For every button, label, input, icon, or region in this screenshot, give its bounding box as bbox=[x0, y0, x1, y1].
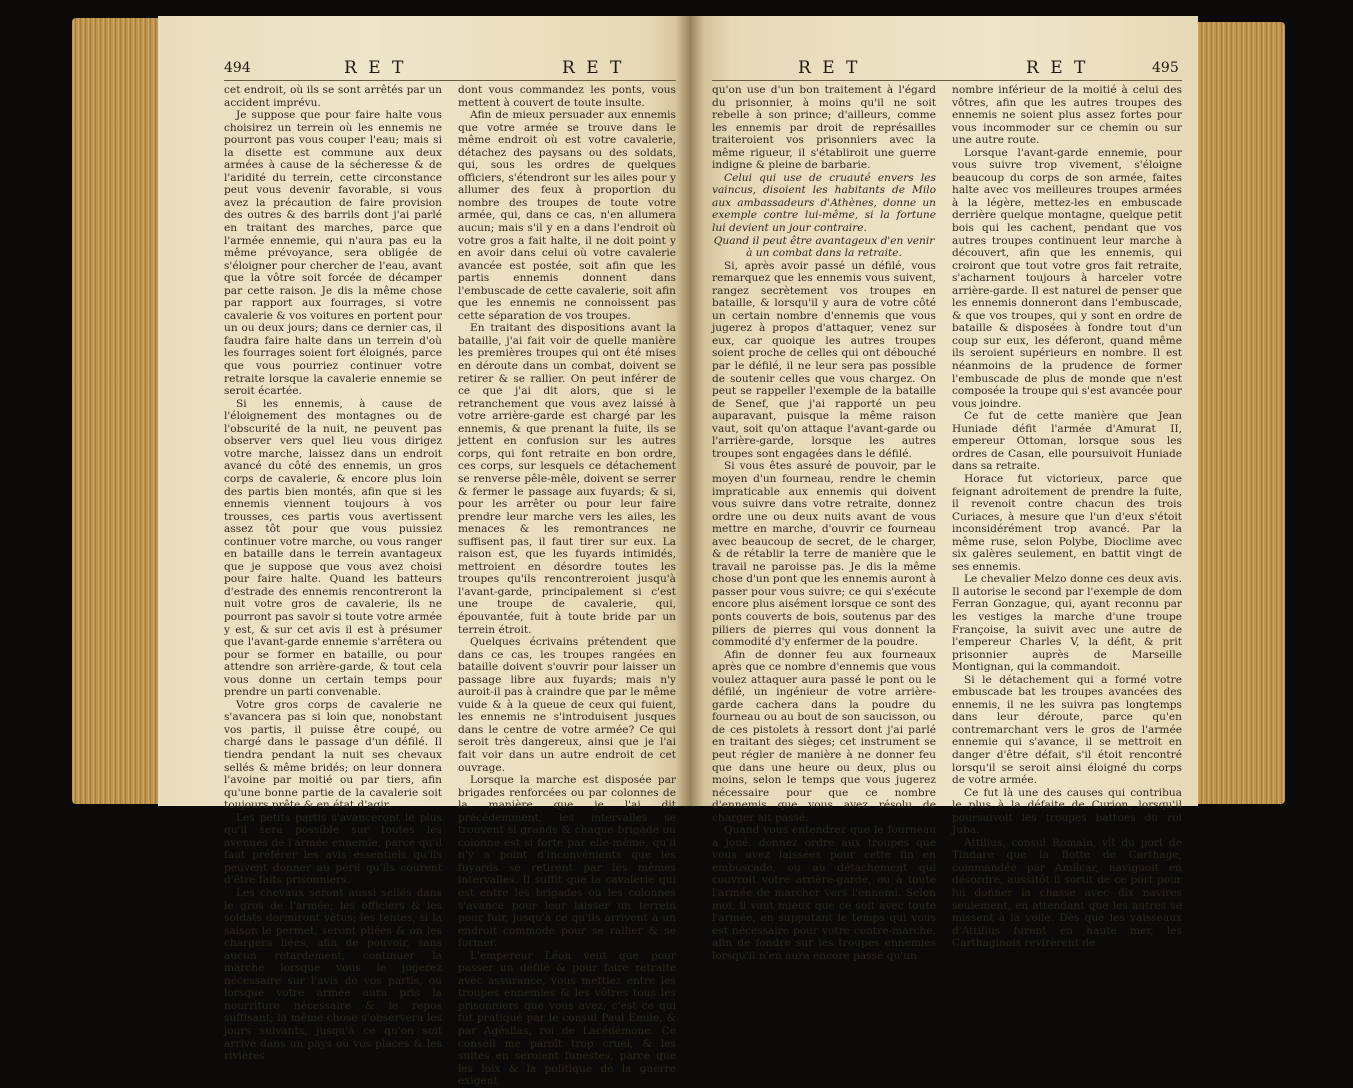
paragraph: cet endroit, où ils se sont arrêtés par un accident imprévu. bbox=[224, 84, 442, 109]
paragraph: Si vous êtes assuré de pouvoir, par le moyen d'un fourneau, rendre le chemin impraticable aux ennemis qui doivent vous suivre dans votre retraite, donnez ordre une ou deux nuits avant de vous mettre en marche, d'ouvrir ce fourneau avec beaucoup de secret, de le charger, & de rétablir la terre de manière que le travail ne paroisse pas. Je dis la même chose d'un pont que les ennemis auront à passer pour vous suivre; ce qui s'exécute encore plus aisément lorsque ce sont des ponts couverts de bois, soutenus par des piliers de pierres qui vous donnent la commodité d'y enfermer de la poudre. bbox=[712, 460, 936, 649]
right-running-head-col2: R E T bbox=[1026, 58, 1089, 78]
left-column-2 bbox=[458, 84, 676, 1088]
paragraph: Lorsque la marche est disposée par brigades renforcées ou par colonnes de la manière que je l'ai dit précédemment, les intervalles se trouvent si grands & chaque brigade ou colonne est si forte par elle-même, qu'il n'y a point d'inconvénients que les fuyards se retirent par les mêmes intervalles. Il suffit que la cavalerie qui est entre les brigades ou les colonnes s'avance pour leur laisser un terrein pour fuir, jusqu'à ce qu'ils arrivent à un endroit commode pour se rallier & se former. bbox=[458, 774, 676, 950]
paragraph: Afin de mieux persuader aux ennemis que votre armée se trouve dans le même endroit où est votre cavalerie, détachez des paysans ou des soldats, qui, sous les ordres de quelques officiers, s'étendront sur les ailes pour y allumer des feux à proportion du nombre des troupes de toute votre armée, qui, dans ce cas, n'en allumera aucun; mais s'il y en a dans l'endroit où votre gros a fait halte, il ne doit point y en avoir dans celui où votre cavalerie avancée est postée, soit afin que les partis ennemis donnent dans l'embuscade de cette cavalerie, soit afin que les ennemis ne connoissent pas cette séparation de vos troupes. bbox=[458, 109, 676, 322]
left-running-head: R E T bbox=[344, 58, 407, 78]
right-head-rule bbox=[712, 80, 1182, 81]
paragraph: Les petits partis s'avanceront le plus qu'il sera possible sur toutes les avenues de l'armée ennemie, parce qu'il faut préférer les avis essentiels qu'ils peuvent donner au péril qu'ils courent d'être faits prisonniers. bbox=[224, 811, 442, 887]
right-running-head: R E T bbox=[798, 58, 861, 78]
book-gutter bbox=[676, 16, 704, 806]
paragraph: qu'on use d'un bon traitement à l'égard du prisonnier, à moins qu'il ne soit rebelle à son prince; d'ailleurs, comme les ennemis par droit de représailles traiteroient vos prisonniers avec la même rigueur, il s'établiroit une guerre indigne & pleine de barbarie. bbox=[712, 84, 936, 172]
italic-quotation: Celui qui use de cruauté envers les vaincus, disoient les habitants de Milo aux ambassadeurs d'Athènes, donne un exemple contre lui-même, si la fortune lui devient un jour contraire. bbox=[712, 171, 936, 235]
paragraph: Si les ennemis, à cause de l'éloignement des montagnes ou de l'obscurité de la nuit, ne peuvent pas observer vers quel lieu vous dirigez votre marche, laissez dans un endroit avancé du côté des ennemis, un gros corps de cavalerie, & encore plus loin des partis bien montés, afin que si les ennemis viennent toujours à vos trousses, ces partis vous avertissent assez tôt pour que vous puissiez continuer votre marche, ou vous ranger en bataille dans le terrein avantageux que je suppose que vous avez choisi pour faire halte. Quand les batteurs d'estrade des ennemis rencontreront la nuit votre gros de cavalerie, ils ne pourront pas savoir si toute votre armée y est, & sur cet avis il est à présumer que l'avant-garde ennemie s'arrêtera ou pour se former en bataille, ou pour attendre son arrière-garde, & tout cela vous donne un certain temps pour prendre un parti convenable. bbox=[224, 397, 442, 699]
paragraph: Le chevalier Melzo donne ces deux avis. Il autorise le second par l'exemple de dom Ferran Gonzague, qui, ayant reconnu par les vestiges la marche d'une troupe Françoise, la suivit avec une autre de l'empereur Charles V, la défit, & prit prisonnier auprès de Marseille Montignan, qui la commandoit. bbox=[952, 573, 1182, 674]
paragraph: Attilius, consul Romain, vit du port de Tindare que la flotte de Carthage, commandée par Amilcar, naviguoit en désordre, aussitôt il sortit de ce port pour lui donner la chasse avec dix navires seulement, en attendant que les autres se missent à la voile. Dès que les vaisseaux d'Attilius furent en haute mer, les Carthaginois revirèrent de bbox=[952, 836, 1182, 950]
left-page-edges bbox=[72, 18, 160, 804]
section-heading: Quand il peut être avantageux d'en venir à un combat dans la retraite. bbox=[713, 234, 935, 260]
paragraph: En traitant des dispositions avant la bataille, j'ai fait voir de quelle manière les premières troupes qui ont été mises en déroute dans un combat, doivent se retirer & se rallier. On peut inférer de ce que j'ai dit alors, que si le retranchement que vous avez laissé à votre arrière-garde est chargé par les ennemis, & que prenant la fuite, ils se jettent en confusion sur les autres corps, qui font retraite en bon ordre, ces corps, sur lesquels ce détachement se renverse pêle-mêle, doivent se serrer & fermer le passage aux fuyards; & si, pour les arrêter ou pour leur faire prendre leur marche vers les ailes, les menaces & les remontrances ne suffisent pas, il faut tirer sur eux. La raison est, que les fuyards intimidés, mettroient en désordre toutes les troupes qu'ils rencontreroient jusqu'à l'avant-garde, principalement si c'est une troupe de cavalerie, qui, épouvantée, fuit à toute bride par un terrein étroit. bbox=[458, 322, 676, 636]
paragraph: Horace fut victorieux, parce que feignant adroitement de prendre la fuite, il revenoit contre chacun des trois Curiaces, à mesure que l'un d'eux s'étoit inconsidérément trop avancé. Par la même ruse, selon Polybe, Dioclime avec six galères seulement, en battit vingt de ses ennemis. bbox=[952, 472, 1182, 573]
paragraph: Je suppose que pour faire halte vous choisirez un terrein où les ennemis ne pourront pas vous couper l'eau; mais si la disette est commune aux deux armées à cause de la sécheresse & de l'aridité du terrein, cette circonstance peut vous devenir favorable, si vous avez la précaution de faire provision des outres & des barrils dont j'ai parlé en traitant des marches, parce que l'armée ennemie, qui n'aura pas eu la même prévoyance, sera obligée de s'éloigner pour chercher de l'eau, avant que la vôtre soit forcée de décamper par cette raison. Je dis la même chose par rapport aux fourrages, si votre cavalerie & vos voitures en portent pour un ou deux jours; dans ce dernier cas, il faudra faire halte dans un terrein d'où les fourrages soient fort éloignés, parce que vous pourriez continuer votre retraite lorsque la cavalerie ennemie se seroit écartée. bbox=[224, 109, 442, 398]
paragraph: Quand vous entendrez que le fourneau a joué, donnez ordre aux troupes que vous avez laissées pour cette fin en embuscade, ou au détachement qui couvroit votre arrière-garde, ou à toute l'armée de marcher vers l'ennemi. Selon moi, il vaut mieux que ce soit avec toute l'armée, en supputant le temps qui vous est nécessaire pour votre contre-marche, afin de fondre sur les troupes ennemies lorsqu'il n'en aura encore passé qu'un bbox=[712, 824, 936, 962]
left-page-number: 494 bbox=[224, 60, 251, 76]
right-column-1 bbox=[712, 84, 936, 962]
paragraph: dont vous commandez les ponts, vous mettent à couvert de toute insulte. bbox=[458, 84, 676, 109]
paragraph: Les chevaux seront aussi sellés dans le gros de l'armée; les officiers & les soldats dormiront vêtus; les tentes, si la saison le permet, seront pliées & on les chargera liées, afin de pouvoir, sans aucun retardement, continuer la marche lorsque vous le jugerez nécessaire sur l'avis de vos partis, ou lorsque votre armée aura pris la nourriture nécessaire & le repos suffisant; la même chose s'observera les jours suivants, jusqu'à ce qu'on soit arrivé dans un pays où vos places & les rivières bbox=[224, 887, 442, 1063]
paragraph: Ce fut de cette manière que Jean Huniade défit l'armée d'Amurat II, empereur Ottoman, lorsque sous les ordres de Casan, elle poursuivoit Huniade dans sa retraite. bbox=[952, 410, 1182, 473]
paragraph: Si le détachement qui a formé votre embuscade bat les troupes avancées des ennemis, il ne les suivra pas longtemps dans leur déroute, parce qu'en contremarchant vers le gros de l'armée ennemie qui s'avance, il se mettroit en danger d'être défait, s'il étoit rencontré lorsqu'il se seroit ainsi éloigné du corps de votre armée. bbox=[952, 673, 1182, 787]
paragraph: Si, après avoir passé un défilé, vous remarquez que les ennemis vous suivent, rangez secrètement vos troupes en bataille, & lorsqu'il y aura de votre côté un certain nombre d'ennemis que vous jugerez à propos d'attaquer, venez sur eux, car quoique les autres troupes soient proche de celles qui ont débouché par le défilé, il ne leur sera pas possible de soutenir celles que vous chargez. On peut se rappeller l'exemple de la bataille de Senef, que j'ai rapporté un peu auparavant, puisque la même raison vaut, soit qu'on attaque l'avant-garde ou l'arrière-garde, lorsque les autres troupes sont engagées dans le défilé. bbox=[712, 259, 936, 460]
left-page bbox=[158, 16, 690, 1088]
paragraph: L'empereur Léon veut que pour passer un défilé & pour faire retraite avec assurance, vous mettiez entre les troupes ennemies & les vôtres tous les prisonniers que vous avez; c'est ce qui fut pratiqué par le consul Paul Emile, & par Agésilas, roi de Lacédémone. Ce conseil me paroît trop cruel, & les suites en seroient funestes, parce que les loix & la politique de la guerre exigent bbox=[458, 949, 676, 1088]
left-head-rule bbox=[224, 80, 676, 81]
paragraph: Ce fut là une des causes qui contribua le plus à la défaite de Curion, lorsqu'il poursuivoit les troupes battues du roi Juba. bbox=[952, 786, 1182, 837]
paragraph: Afin de donner feu aux fourneaux après que ce nombre d'ennemis que vous voulez attaquer aura passé le pont ou le défilé, un ingénieur de votre arrière-garde cachera dans la poudre du fourneau ou au bout de son saucisson, ou de ces pistolets à ressort dont j'ai parlé en traitant des sièges; cet instrument se peut régler de manière à ne donner feu que dans une heure ou deux, plus ou moins, selon le temps que vous jugerez nécessaire pour que ce nombre d'ennemis que vous avez résolu de charger ait passé. bbox=[712, 648, 936, 824]
right-page-edges bbox=[1195, 22, 1285, 804]
right-page-number: 495 bbox=[1152, 60, 1179, 76]
paragraph: Lorsque l'avant-garde ennemie, pour vous suivre trop vivement, s'éloigne beaucoup du corps de son armée, faites halte avec vos meilleures troupes armées à la légère, mettez-les en embuscade derrière quelque montagne, quelque petit bois qui les cachent, pendant que vos autres troupes continuent leur marche à découvert, afin que les ennemis, qui croiront que tout votre gros fait retraite, s'acharnent toujours à harceler votre arrière-garde. Il est naturel de penser que les ennemis donneront dans l'embuscade, & que vos troupes, qui y sont en ordre de bataille & disposées à fondre tout d'un coup sur eux, les déferont, quand même ils seroient supérieurs en nombre. Il est néanmoins de la prudence de former l'embuscade de plus de monde que n'est composée la troupe qui s'est avancée pour vous joindre. bbox=[952, 146, 1182, 410]
left-column-1 bbox=[224, 84, 442, 1063]
right-page bbox=[690, 16, 1198, 962]
left-running-head-col2: R E T bbox=[562, 58, 625, 78]
paragraph: Votre gros corps de cavalerie ne s'avancera pas si loin que, nonobstant vos partis, il puisse être coupé, ou chargé dans le passage d'un défilé. Il tiendra pendant la nuit ses chevaux sellés & même bridés; on leur donnera l'avoine par moitié ou par tiers, afin qu'une bonne partie de la cavalerie soit toujours prête & en état d'agir. bbox=[224, 698, 442, 812]
paragraph: nombre inférieur de la moitié à celui des vôtres, afin que les autres troupes des ennemis ne soient plus assez fortes pour vous incommoder sur ce chemin ou sur une autre route. bbox=[952, 84, 1182, 147]
right-column-2 bbox=[952, 84, 1182, 950]
paragraph: Quelques écrivains prétendent que dans ce cas, les troupes rangées en bataille doivent s'ouvrir pour laisser un passage libre aux fuyards; mais n'y auroit-il pas à craindre que par le même vuide & à la queue de ceux qui fuient, les ennemis ne s'introduisent jusques dans le centre de votre armée? Ce qui seroit très dangereux, ainsi que je l'ai fait voir dans un autre endroit de cet ouvrage. bbox=[458, 636, 676, 774]
